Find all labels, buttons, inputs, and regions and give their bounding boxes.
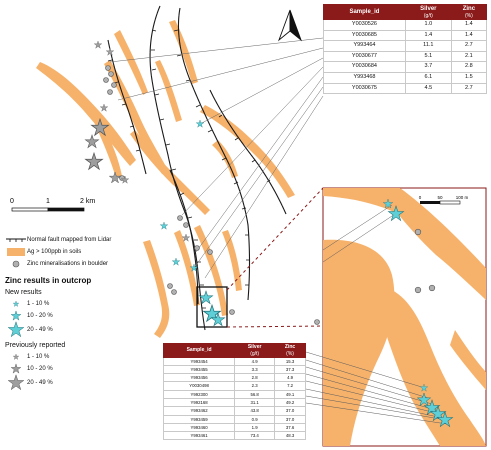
legend-new-large [5, 322, 160, 338]
legend-prev-large [5, 375, 160, 391]
legend-new-large-label: 20 - 49 % [27, 327, 53, 333]
boulder-circle-icon [5, 259, 27, 269]
table-row: Y0030526 1.0 1.4 [324, 20, 487, 31]
inset-scale-0: 0 [418, 195, 422, 200]
map-legend [5, 234, 160, 391]
legend-new-small [5, 298, 160, 310]
table-row: Y993460 1.9 37.6 [164, 423, 306, 431]
scale-label-1: 1 [46, 198, 50, 205]
table-row: Y993468 6.1 1.5 [324, 72, 487, 83]
legend-new-small-label: 1 - 10 % [27, 301, 50, 307]
legend-ag-label: Ag > 100ppb in soils [27, 249, 82, 255]
table-row: Y993461 73.4 48.3 [164, 432, 306, 440]
sample-table-top [323, 4, 487, 94]
table-row: Y0030498 2.3 7.2 [164, 382, 306, 390]
legend-boulder-label: Zinc mineralisations in boulder [27, 261, 109, 267]
legend-new-heading: New results [5, 289, 42, 296]
inset-scale-100: 100 m [455, 195, 469, 200]
inset-map [306, 188, 486, 446]
table-row: Y993462 43.8 37.0 [164, 407, 306, 415]
star-grey-large-icon [5, 374, 27, 392]
table-row: Y0030684 3.7 2.8 [324, 62, 487, 73]
legend-heading: Zinc results in outcrop [5, 276, 92, 285]
col-header-zinc: Zinc (%) [451, 5, 486, 20]
col-header-sample: Sample_id [324, 5, 406, 20]
fault-line-icon [5, 237, 27, 243]
table-row: Y993456 2.8 4.9 [164, 374, 306, 382]
legend-prev-small [5, 351, 160, 363]
inset-connector-top [227, 188, 323, 290]
col-header-sample: Sample_id [164, 344, 235, 358]
table-row: Y993459 0.9 37.0 [164, 415, 306, 423]
table-row: Y992168 31.1 49.2 [164, 398, 306, 406]
legend-new-medium [5, 310, 160, 322]
sample-table-bottom [163, 343, 306, 440]
col-header-silver: Silver (g/t) [235, 344, 275, 358]
legend-new-medium-label: 10 - 20 % [27, 313, 53, 319]
legend-fault [5, 234, 160, 246]
table-row: Y0030675 4.5 2.7 [324, 83, 487, 94]
table-row: Y993464 11.1 2.7 [324, 41, 487, 52]
scale-label-2km: 2 km [80, 198, 96, 205]
col-header-zinc: Zinc (%) [275, 344, 306, 358]
legend-prev-heading: Previously reported [5, 342, 66, 349]
north-arrow-icon [279, 10, 301, 40]
table-row: Y993455 3.3 37.3 [164, 365, 306, 373]
table-row: Y0030685 1.4 1.4 [324, 30, 487, 41]
scale-bar [12, 208, 84, 211]
legend-prev-medium [5, 363, 160, 375]
legend-boulder [5, 258, 160, 270]
scale-label-0: 0 [10, 198, 14, 205]
legend-prev-medium-label: 10 - 20 % [27, 366, 53, 372]
col-header-silver: Silver (g/t) [405, 5, 451, 20]
inset-scale-50: 50 [437, 195, 443, 200]
table-row: Y0030677 5.1 2.1 [324, 51, 487, 62]
legend-prev-large-label: 20 - 49 % [27, 380, 53, 386]
inset-connector-bottom [227, 326, 323, 327]
table-row: Y992300 56.8 49.1 [164, 390, 306, 398]
star-cyan-large-icon [5, 321, 27, 339]
ag-soil-swatch-icon [5, 248, 27, 256]
table-row: Y993454 4.9 15.3 [164, 357, 306, 365]
legend-fault-label: Normal fault mapped from Lidar [27, 237, 112, 243]
legend-ag [5, 246, 160, 258]
legend-prev-small-label: 1 - 10 % [27, 354, 50, 360]
